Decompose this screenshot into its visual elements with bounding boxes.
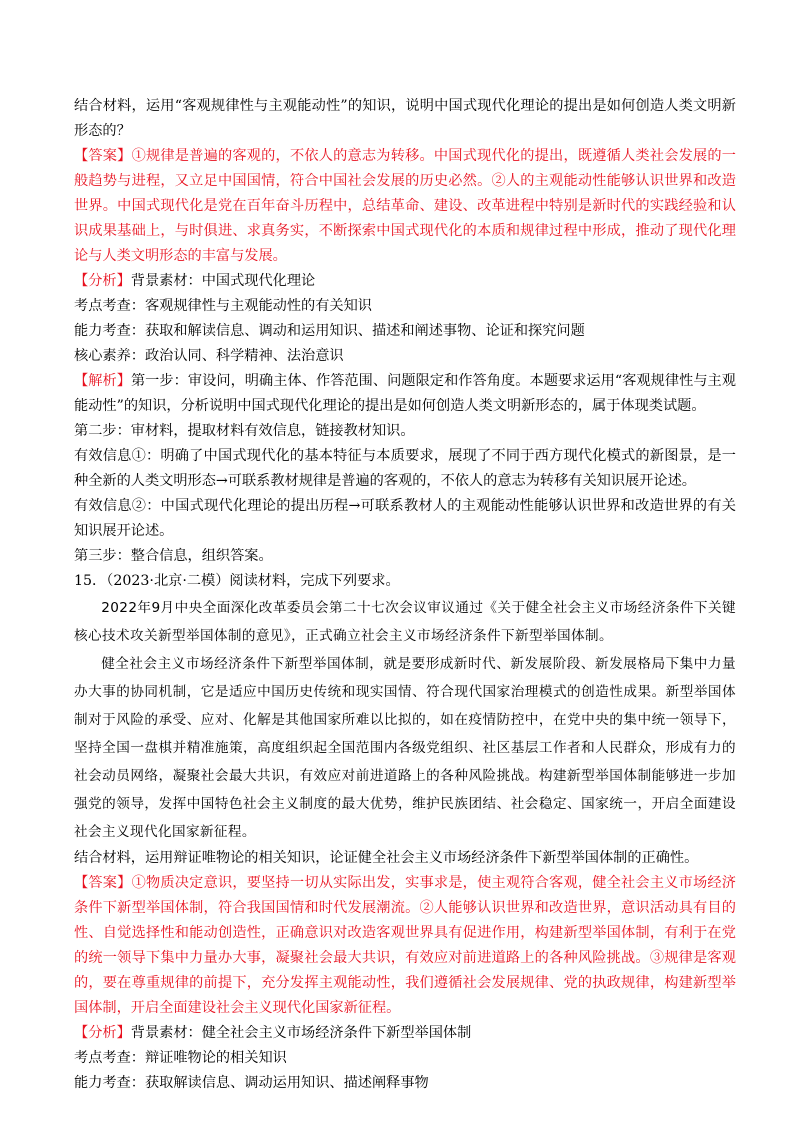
- q14-info2: 有效信息②：中国式现代化理论的提出历程→可联系教材人的主观能动性能够认识世界和改造世界的有关知识展开论述。: [74, 498, 736, 539]
- q14-question: 结合材料，运用“客观规律性与主观能动性”的知识，说明中国式现代化理论的提出是如何创造人类文明新形态的？: [74, 98, 736, 139]
- q14-answer: [74, 144, 736, 269]
- q15-material-1: 2022年9月中央全面深化改革委员会第二十七次会议审议通过《关于健全社会主义市场经济条件下关键核心技术攻关新型举国体制的意见》，正式确立社会主义市场经济条件下新型举国体制。: [74, 600, 736, 644]
- q15-nengli: 能力考查：获取解读信息、调动运用知识、描述阐释事物: [74, 1075, 429, 1091]
- q14-suyang: 核心素养：政治认同、科学精神、法治意识: [74, 348, 344, 364]
- answer-text: ①物质决定意识，要坚持一切从实际出发，实事求是，使主观符合客观，健全社会主义市场经济条件下新型举国体制，符合我国国情和时代发展潮流。②人能够认识世界和改造世界，意识活动具有目的性、自觉选择性和能动创造性，正确意识对改造客观世界具有促进作用，构建新型举国体制，有利于在党的统一领导下集中力量办大事，凝聚社会最大共识，有效应对前进道路上的各种风险挑战。③规律是客观的，要在尊重规律的前提下，充分发挥主观能动性，我们遵循社会发展规律、党的执政规律，构建新型举国体制，开启全面建设社会主义现代化国家新征程。: [74, 875, 736, 1016]
- q15-material-2: 健全社会主义市场经济条件下新型举国体制，就是要形成新时代、新发展阶段、新发展格局下集中力量办大事的协同机制，它是适应中国历史传统和现实国情、符合现代国家治理模式的创造性成果。新型举国体制对于风险的承受、应对、化解是其他国家所难以比拟的，如在疫情防控中，在党中央的集中统一领导下，坚持全国一盘棋并精准施策，高度组织起全国范围内各级党组织、社区基层工作者和人民群众，形成有力的社会动员网络，凝聚社会最大共识，有效应对前进道路上的各种风险挑战。构建新型举国体制能够进一步加强党的领导，发挥中国特色社会主义制度的最大优势，维护民族团结、社会稳定、国家统一，开启全面建设社会主义现代化国家新征程。: [74, 656, 736, 840]
- q14-nengli: 能力考查：获取和解读信息、调动和运用知识、描述和阐述事物、论证和探究问题: [74, 323, 585, 339]
- q14-kaodian: 考点考查：客观规律性与主观能动性的有关知识: [74, 298, 372, 314]
- q15-answer: [74, 871, 736, 1021]
- q14-info1: 有效信息①：明确了中国式现代化的基本特征与本质要求，展现了不同于西方现代化模式的新图景，是一种全新的人类文明形态→可联系教材规律是普遍的客观的，不依人的意志为转移有关知识展开论述。: [74, 448, 736, 489]
- q14-analysis: [74, 269, 736, 294]
- q15-analysis: [74, 1021, 736, 1046]
- analysis-tag: 【分析】: [74, 1025, 131, 1041]
- jiexi-step1: 第一步：审设问，明确主体、作答范围、问题限定和作答角度。本题要求运用“客观规律性与主观能动性”的知识，分析说明中国式现代化理论的提出是如何创造人类文明新形态的，属于体现类试题。: [74, 373, 736, 414]
- answer-text: ①规律是普遍的客观的，不依人的意志为转移。中国式现代化的提出，既遵循人类社会发展的一般趋势与进程，又立足中国国情，符合中国社会发展的历史必然。②人的主观能动性能够认识世界和改造世界。中国式现代化是党在百年奋斗历程中，总结革命、建设、改革进程中特别是新时代的实践经验和认识成果基础上，与时俱进、求真务实，不断探索中国式现代化的本质和规律过程中形成，推动了现代化理论与人类文明形态的丰富与发展。: [74, 148, 736, 264]
- jiexi-tag: 【解析】: [74, 373, 131, 389]
- q15-question: 结合材料，运用辩证唯物论的相关知识，论证健全社会主义市场经济条件下新型举国体制的正确性。: [74, 850, 699, 866]
- analysis-tag: 【分析】: [74, 273, 131, 289]
- document-content: [74, 94, 736, 1096]
- q14-jiexi: [74, 369, 736, 419]
- q15-header: 15．（2023·北京·二模）阅读材料，完成下列要求。: [74, 573, 400, 589]
- analysis-background: 背景素材：健全社会主义市场经济条件下新型举国体制: [130, 1025, 472, 1041]
- q14-step2: 第二步：审材料，提取材料有效信息，链接教材知识。: [74, 423, 415, 439]
- answer-tag: 【答案】: [74, 148, 132, 164]
- analysis-background: 背景素材：中国式现代化理论: [130, 273, 316, 289]
- q15-kaodian: 考点考查：辩证唯物论的相关知识: [74, 1050, 287, 1066]
- answer-tag: 【答案】: [74, 875, 132, 891]
- q14-step3: 第三步：整合信息，组织答案。: [74, 548, 273, 564]
